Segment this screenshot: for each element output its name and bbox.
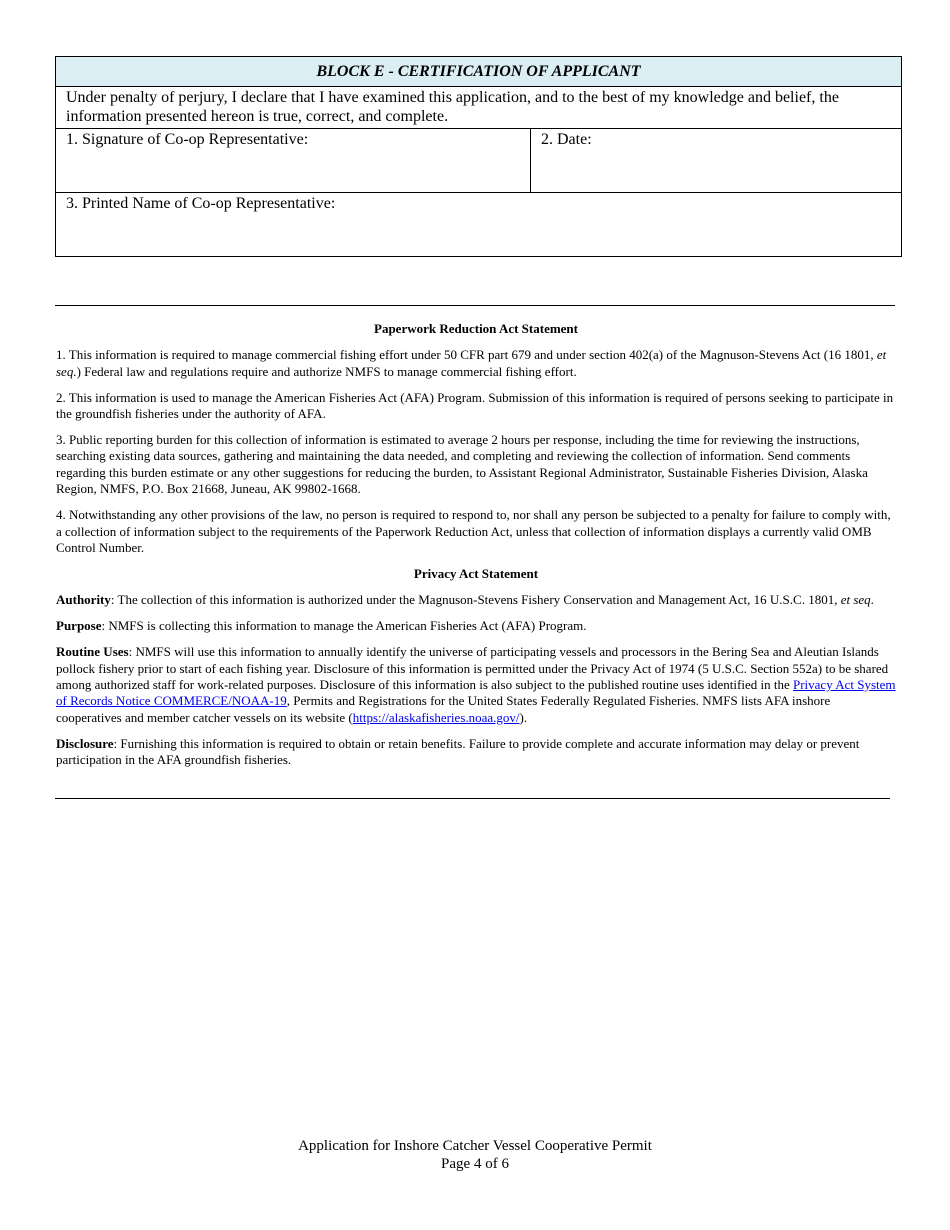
privacy-routine-uses: Routine Uses: NMFS will use this information to annually identify the universe of participating vessels and processors in the Bering Sea and Aleutian Islands pollock fishery prior to start of each fishing year. Disclosure of this information is permitted under the Privacy Act of 1974 (5 U.S.C. Section 552a) to be shared among authorized staff for work-related purposes. Disclosure of this information is also subject to the published routine uses identified in the Privacy Act System of Records Notice COMMERCE/NOAA-19, Permits and Registrations for the United States Federally Regulated Fisheries. NMFS lists AFA inshore cooperatives and member catcher vessels on its website (https://alaskafisheries.noaa.gov/). [56, 644, 896, 725]
privacy-heading: Privacy Act Statement [413, 565, 539, 581]
website-link[interactable]: https://alaskafisheries.noaa.gov/ [352, 709, 520, 725]
paperwork-paragraph-2: 2. This information is used to manage the American Fisheries Act (AFA) Program. Submission of this information is required of persons seeking to participate in the groundfish fisheries under the authority of AFA. [56, 389, 894, 422]
date-field[interactable] [531, 129, 902, 193]
signature-field-label: 1. Signature of Co-op Representative: [66, 131, 309, 148]
privacy-disclosure: Disclosure: Furnishing this information is required to obtain or retain benefits. Failure to provide complete and accurate information may delay or prevent participation in the AFA groundfish fisheries. [56, 735, 860, 768]
printed-name-field-label: 3. Printed Name of Co-op Representative: [66, 195, 336, 212]
notice-section [56, 321, 896, 778]
signature-field[interactable] [56, 129, 531, 193]
footer-form-title: Application for Inshore Catcher Vessel Cooperative Permit [298, 1138, 652, 1154]
paperwork-paragraph-4: 4. Notwithstanding any other provisions of the law, no person is required to respond to, nor shall any person be subjected to a penalty for failure to comply with, a collection of information subject to the requirements of the Paperwork Reduction Act, unless that collection of information displays a currently valid OMB Control Number. [56, 507, 891, 555]
date-field-label: 2. Date: [541, 131, 592, 148]
footer-page-number: Page 4 of 6 [441, 1156, 509, 1172]
paperwork-paragraph-3: 3. Public reporting burden for this collection of information is estimated to average 2 hours per response, including the time for reviewing the instructions, searching existing data sources, gathering and maintaining the data needed, and completing and reviewing the collection of information. Send comments regarding this burden estimate or any other suggestions for reducing the burden, to Assistant Regional Administrator, Sustainable Fisheries Division, Alaska Region, NMFS, P.O. Box 21668, Juneau, AK 99802-1668. [56, 432, 868, 497]
block-e-title: BLOCK E - CERTIFICATION OF APPLICANT [56, 57, 902, 87]
paperwork-heading: Paperwork Reduction Act Statement [374, 321, 578, 336]
perjury-declaration: Under penalty of perjury, I declare that I have examined this application, and to the best of my knowledge and belief, the information presented hereon is true, correct, and complete. [56, 87, 902, 129]
privacy-purpose: Purpose: NMFS is collecting this information to manage the American Fisheries Act (AFA) Program. [56, 618, 587, 634]
privacy-authority: Authority: The collection of this information is authorized under the Magnuson-Stevens Fishery Conservation and Management Act, 16 U.S.C. 1801, et seq. [56, 592, 874, 608]
paperwork-paragraph-1: 1. This information is required to manage commercial fishing effort under 50 CFR part 679 and under section 402(a) of the Magnuson-Stevens Act (16 1801, et seq.) Federal law and regulations require and authorize NMFS to manage commercial fishing effort. [56, 347, 887, 379]
page-footer [0, 1137, 950, 1173]
sorn-link[interactable]: Privacy Act System of Records Notice COMMERCE/NOAA-19 [56, 676, 896, 709]
top-divider [55, 305, 895, 306]
bottom-divider [55, 798, 890, 799]
printed-name-field[interactable] [56, 193, 902, 257]
block-e-certification-table [55, 56, 902, 257]
